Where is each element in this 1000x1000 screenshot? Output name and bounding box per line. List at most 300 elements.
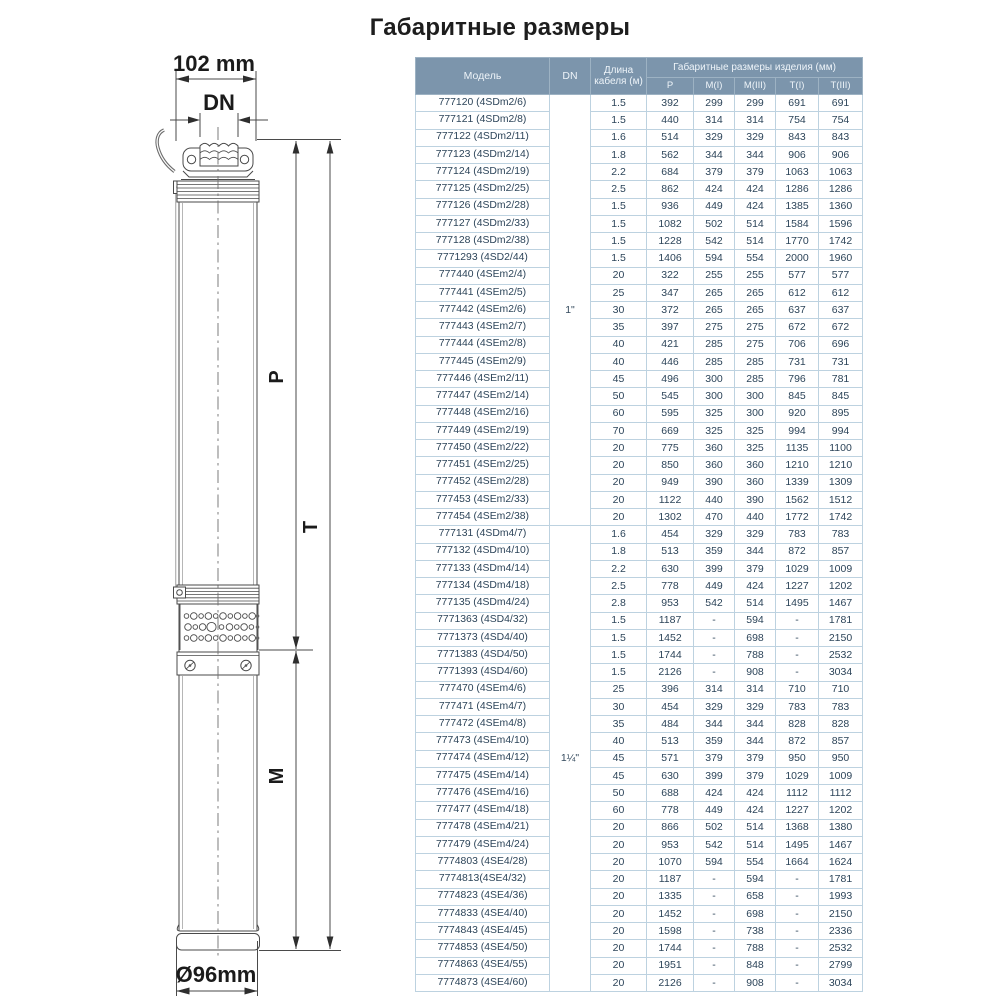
table-row	[416, 957, 863, 974]
model-cell: 777476 (4SEm4/16)	[416, 785, 550, 802]
value-cell: -	[694, 957, 735, 974]
value-cell: 60	[591, 405, 647, 422]
value-cell: 1598	[647, 923, 694, 940]
value-cell: 706	[776, 336, 819, 353]
model-cell: 777477 (4SEm4/18)	[416, 802, 550, 819]
value-cell: 1286	[819, 181, 863, 198]
value-cell: 783	[819, 698, 863, 715]
value-cell: 329	[735, 698, 776, 715]
table-row	[416, 233, 863, 250]
table-row	[416, 319, 863, 336]
value-cell: 1406	[647, 250, 694, 267]
value-cell: 1562	[776, 491, 819, 508]
model-cell: 777125 (4SDm2/25)	[416, 181, 550, 198]
value-cell: 845	[776, 388, 819, 405]
value-cell: 2150	[819, 905, 863, 922]
value-cell: -	[776, 664, 819, 681]
model-cell: 777473 (4SEm4/10)	[416, 733, 550, 750]
value-cell: 1122	[647, 491, 694, 508]
value-cell: 594	[694, 250, 735, 267]
value-cell: 379	[694, 750, 735, 767]
value-cell: 1584	[776, 215, 819, 232]
value-cell: 25	[591, 284, 647, 301]
column-header-m1: M(I)	[694, 78, 735, 95]
dimension-lines-pmt	[257, 140, 341, 951]
table-row	[416, 491, 863, 508]
value-cell: 449	[694, 802, 735, 819]
value-cell: 1.5	[591, 112, 647, 129]
value-cell: 329	[735, 526, 776, 543]
value-cell: 285	[735, 353, 776, 370]
model-cell: 777133 (4SDm4/14)	[416, 560, 550, 577]
value-cell: 895	[819, 405, 863, 422]
value-cell: 562	[647, 146, 694, 163]
table-row	[416, 578, 863, 595]
value-cell: 3034	[819, 664, 863, 681]
value-cell: 1368	[776, 819, 819, 836]
model-cell: 777479 (4SEm4/24)	[416, 836, 550, 853]
value-cell: 1.6	[591, 129, 647, 146]
table-row	[416, 405, 863, 422]
value-cell: 20	[591, 267, 647, 284]
value-cell: 2336	[819, 923, 863, 940]
value-cell: 1339	[776, 474, 819, 491]
value-cell: 514	[647, 129, 694, 146]
value-cell: 314	[694, 112, 735, 129]
model-cell: 7774803 (4SE4/28)	[416, 854, 550, 871]
value-cell: -	[694, 940, 735, 957]
table-row	[416, 388, 863, 405]
value-cell: 637	[776, 302, 819, 319]
value-cell: 45	[591, 371, 647, 388]
value-cell: 470	[694, 509, 735, 526]
dimension-dn	[170, 90, 268, 137]
model-cell: 777452 (4SEm2/28)	[416, 474, 550, 491]
table-row	[416, 543, 863, 560]
value-cell: 1029	[776, 767, 819, 784]
value-cell: 684	[647, 164, 694, 181]
value-cell: 1744	[647, 940, 694, 957]
value-cell: 1.5	[591, 198, 647, 215]
column-header-dn: DN	[550, 58, 591, 95]
value-cell: 669	[647, 422, 694, 439]
value-cell: 392	[647, 95, 694, 112]
value-cell: 359	[694, 733, 735, 750]
value-cell: 396	[647, 681, 694, 698]
table-row	[416, 595, 863, 612]
value-cell: 2.2	[591, 164, 647, 181]
value-cell: 514	[735, 819, 776, 836]
value-cell: 344	[735, 716, 776, 733]
value-cell: 754	[819, 112, 863, 129]
model-cell: 777124 (4SDm2/19)	[416, 164, 550, 181]
value-cell: 449	[694, 198, 735, 215]
value-cell: 1596	[819, 215, 863, 232]
dn-dimension-label: DN	[203, 90, 235, 115]
value-cell: 20	[591, 509, 647, 526]
table-row	[416, 612, 863, 629]
table-row	[416, 871, 863, 888]
value-cell: 994	[776, 422, 819, 439]
value-cell: 1742	[819, 233, 863, 250]
value-cell: 698	[735, 629, 776, 646]
value-cell: 1664	[776, 854, 819, 871]
model-cell: 777474 (4SEm4/12)	[416, 750, 550, 767]
value-cell: 514	[735, 595, 776, 612]
value-cell: 781	[819, 371, 863, 388]
value-cell: 1.5	[591, 250, 647, 267]
value-cell: 421	[647, 336, 694, 353]
value-cell: 372	[647, 302, 694, 319]
value-cell: 1960	[819, 250, 863, 267]
value-cell: 862	[647, 181, 694, 198]
column-header-cable-length: Длина кабеля (м)	[591, 58, 647, 95]
value-cell: 1.6	[591, 526, 647, 543]
value-cell: 329	[694, 129, 735, 146]
value-cell: 1467	[819, 595, 863, 612]
value-cell: 300	[694, 388, 735, 405]
value-cell: 40	[591, 733, 647, 750]
value-cell: 845	[819, 388, 863, 405]
value-cell: 513	[647, 733, 694, 750]
table-row	[416, 664, 863, 681]
value-cell: 691	[819, 95, 863, 112]
value-cell: 783	[776, 698, 819, 715]
value-cell: 347	[647, 284, 694, 301]
model-cell: 7774873 (4SE4/60)	[416, 974, 550, 991]
table-row	[416, 905, 863, 922]
value-cell: 630	[647, 767, 694, 784]
table-row	[416, 422, 863, 439]
model-cell: 7774863 (4SE4/55)	[416, 957, 550, 974]
value-cell: 1781	[819, 871, 863, 888]
value-cell: -	[694, 871, 735, 888]
coupling-ribs	[174, 585, 260, 604]
table-row	[416, 112, 863, 129]
value-cell: 994	[819, 422, 863, 439]
value-cell: 1624	[819, 854, 863, 871]
value-cell: 778	[647, 578, 694, 595]
value-cell: 20	[591, 957, 647, 974]
value-cell: 424	[694, 181, 735, 198]
model-cell: 777444 (4SEm2/8)	[416, 336, 550, 353]
value-cell: 577	[776, 267, 819, 284]
value-cell: 2150	[819, 629, 863, 646]
value-cell: 424	[735, 198, 776, 215]
value-cell: -	[694, 905, 735, 922]
model-cell: 777454 (4SEm2/38)	[416, 509, 550, 526]
value-cell: 454	[647, 526, 694, 543]
model-cell: 777448 (4SEm2/16)	[416, 405, 550, 422]
model-cell: 777122 (4SDm2/11)	[416, 129, 550, 146]
value-cell: 908	[735, 664, 776, 681]
value-cell: 2.8	[591, 595, 647, 612]
value-cell: 40	[591, 336, 647, 353]
model-cell: 777131 (4SDm4/7)	[416, 526, 550, 543]
value-cell: -	[776, 957, 819, 974]
value-cell: 542	[694, 595, 735, 612]
value-cell: 595	[647, 405, 694, 422]
value-cell: 1112	[819, 785, 863, 802]
table-row	[416, 336, 863, 353]
table-row	[416, 181, 863, 198]
value-cell: 1187	[647, 871, 694, 888]
value-cell: 1993	[819, 888, 863, 905]
model-cell: 777449 (4SEm2/19)	[416, 422, 550, 439]
column-header-m3: M(III)	[735, 78, 776, 95]
value-cell: 255	[735, 267, 776, 284]
value-cell: 275	[694, 319, 735, 336]
model-cell: 777120 (4SDm2/6)	[416, 95, 550, 112]
value-cell: 390	[694, 474, 735, 491]
value-cell: 2.2	[591, 560, 647, 577]
value-cell: 1210	[819, 457, 863, 474]
value-cell: 828	[776, 716, 819, 733]
value-cell: 20	[591, 836, 647, 853]
value-cell: 1070	[647, 854, 694, 871]
value-cell: 45	[591, 767, 647, 784]
table-row	[416, 647, 863, 664]
value-cell: 440	[735, 509, 776, 526]
value-cell: 1452	[647, 629, 694, 646]
value-cell: 1.5	[591, 233, 647, 250]
value-cell: 285	[735, 371, 776, 388]
table-row	[416, 802, 863, 819]
t-dimension-label: T	[300, 520, 322, 534]
value-cell: 424	[694, 785, 735, 802]
value-cell: 50	[591, 785, 647, 802]
value-cell: 2126	[647, 974, 694, 991]
value-cell: 796	[776, 371, 819, 388]
value-cell: 696	[819, 336, 863, 353]
value-cell: 300	[694, 371, 735, 388]
value-cell: 344	[735, 543, 776, 560]
value-cell: 1135	[776, 440, 819, 457]
diameter-dimension-label: Ø96mm	[175, 962, 257, 987]
value-cell: 35	[591, 716, 647, 733]
value-cell: 731	[776, 353, 819, 370]
model-cell: 777441 (4SEm2/5)	[416, 284, 550, 301]
value-cell: 1495	[776, 836, 819, 853]
value-cell: 344	[735, 733, 776, 750]
value-cell: 2.5	[591, 578, 647, 595]
value-cell: 953	[647, 595, 694, 612]
model-cell: 777446 (4SEm2/11)	[416, 371, 550, 388]
column-header-model: Модель	[416, 58, 550, 95]
value-cell: 1302	[647, 509, 694, 526]
value-cell: 1029	[776, 560, 819, 577]
value-cell: 857	[819, 733, 863, 750]
table-row	[416, 888, 863, 905]
value-cell: 1.5	[591, 629, 647, 646]
model-cell: 777451 (4SEm2/25)	[416, 457, 550, 474]
value-cell: 1951	[647, 957, 694, 974]
table-row	[416, 284, 863, 301]
value-cell: -	[776, 629, 819, 646]
value-cell: 949	[647, 474, 694, 491]
value-cell: 285	[694, 353, 735, 370]
model-cell: 777470 (4SEm4/6)	[416, 681, 550, 698]
value-cell: 936	[647, 198, 694, 215]
model-cell: 777127 (4SDm2/33)	[416, 215, 550, 232]
column-header-p: P	[647, 78, 694, 95]
value-cell: 1467	[819, 836, 863, 853]
model-cell: 777135 (4SDm4/24)	[416, 595, 550, 612]
value-cell: -	[694, 629, 735, 646]
value-cell: 1202	[819, 802, 863, 819]
value-cell: 672	[819, 319, 863, 336]
model-cell: 7774833 (4SE4/40)	[416, 905, 550, 922]
value-cell: 2.5	[591, 181, 647, 198]
value-cell: 1.5	[591, 215, 647, 232]
value-cell: 594	[735, 612, 776, 629]
value-cell: 1770	[776, 233, 819, 250]
value-cell: 360	[735, 474, 776, 491]
value-cell: 265	[735, 284, 776, 301]
value-cell: 688	[647, 785, 694, 802]
value-cell: -	[694, 923, 735, 940]
value-cell: 1.5	[591, 95, 647, 112]
table-row	[416, 371, 863, 388]
value-cell: 299	[735, 95, 776, 112]
value-cell: 20	[591, 905, 647, 922]
value-cell: 20	[591, 491, 647, 508]
value-cell: 857	[819, 543, 863, 560]
model-cell: 7774843 (4SE4/45)	[416, 923, 550, 940]
table-row	[416, 129, 863, 146]
value-cell: 1082	[647, 215, 694, 232]
value-cell: 360	[694, 440, 735, 457]
value-cell: 40	[591, 353, 647, 370]
value-cell: 1.5	[591, 664, 647, 681]
value-cell: 513	[647, 543, 694, 560]
table-row	[416, 836, 863, 853]
model-cell: 777121 (4SDm2/8)	[416, 112, 550, 129]
value-cell: 1380	[819, 819, 863, 836]
value-cell: 1781	[819, 612, 863, 629]
value-cell: 542	[694, 233, 735, 250]
value-cell: 1187	[647, 612, 694, 629]
model-cell: 777443 (4SEm2/7)	[416, 319, 550, 336]
table-row	[416, 95, 863, 112]
table-row	[416, 250, 863, 267]
value-cell: 379	[694, 164, 735, 181]
value-cell: 788	[735, 940, 776, 957]
model-cell: 777134 (4SDm4/18)	[416, 578, 550, 595]
value-cell: 300	[735, 405, 776, 422]
value-cell: 314	[735, 112, 776, 129]
value-cell: 2126	[647, 664, 694, 681]
dimensions-table	[415, 57, 863, 992]
value-cell: 30	[591, 698, 647, 715]
model-cell: 777472 (4SEm4/8)	[416, 716, 550, 733]
value-cell: 2532	[819, 940, 863, 957]
value-cell: 379	[735, 750, 776, 767]
value-cell: 20	[591, 819, 647, 836]
table-row	[416, 698, 863, 715]
value-cell: 594	[735, 871, 776, 888]
table-row	[416, 733, 863, 750]
value-cell: 1286	[776, 181, 819, 198]
value-cell: 20	[591, 457, 647, 474]
value-cell: -	[694, 664, 735, 681]
dn-merged-cell: 1¼"	[550, 526, 591, 992]
page-title: Габаритные размеры	[369, 14, 631, 41]
value-cell: 2799	[819, 957, 863, 974]
value-cell: 360	[694, 457, 735, 474]
value-cell: 424	[735, 802, 776, 819]
column-header-t1: T(I)	[776, 78, 819, 95]
value-cell: 329	[694, 698, 735, 715]
table-row	[416, 267, 863, 284]
value-cell: 542	[694, 836, 735, 853]
value-cell: 60	[591, 802, 647, 819]
table-row	[416, 215, 863, 232]
table-row	[416, 474, 863, 491]
value-cell: 866	[647, 819, 694, 836]
value-cell: 1335	[647, 888, 694, 905]
table-row	[416, 716, 863, 733]
value-cell: 325	[735, 422, 776, 439]
value-cell: 594	[694, 854, 735, 871]
value-cell: 265	[694, 284, 735, 301]
model-cell: 777475 (4SEm4/14)	[416, 767, 550, 784]
value-cell: 35	[591, 319, 647, 336]
value-cell: 828	[819, 716, 863, 733]
model-cell: 777128 (4SDm2/38)	[416, 233, 550, 250]
dimensions-table-container	[415, 57, 862, 992]
table-row	[416, 629, 863, 646]
value-cell: 1227	[776, 578, 819, 595]
value-cell: 848	[735, 957, 776, 974]
table-row	[416, 854, 863, 871]
value-cell: 496	[647, 371, 694, 388]
value-cell: 1063	[819, 164, 863, 181]
value-cell: 440	[694, 491, 735, 508]
value-cell: 1309	[819, 474, 863, 491]
column-group-header-dimensions: Габаритные размеры изделия (мм)	[647, 58, 863, 78]
value-cell: 514	[735, 215, 776, 232]
value-cell: 554	[735, 250, 776, 267]
value-cell: 1742	[819, 509, 863, 526]
value-cell: 950	[819, 750, 863, 767]
value-cell: 843	[819, 129, 863, 146]
value-cell: 1227	[776, 802, 819, 819]
value-cell: 20	[591, 871, 647, 888]
value-cell: 554	[735, 854, 776, 871]
value-cell: 314	[735, 681, 776, 698]
value-cell: 325	[735, 440, 776, 457]
model-cell: 7771373 (4SD4/40)	[416, 629, 550, 646]
table-row	[416, 440, 863, 457]
model-cell: 7771293 (4SD2/44)	[416, 250, 550, 267]
model-cell: 777447 (4SEm2/14)	[416, 388, 550, 405]
value-cell: 783	[776, 526, 819, 543]
value-cell: 1228	[647, 233, 694, 250]
value-cell: 710	[776, 681, 819, 698]
model-cell: 777453 (4SEm2/33)	[416, 491, 550, 508]
value-cell: 329	[735, 129, 776, 146]
model-cell: 777471 (4SEm4/7)	[416, 698, 550, 715]
value-cell: 754	[776, 112, 819, 129]
value-cell: 872	[776, 543, 819, 560]
table-row	[416, 940, 863, 957]
model-cell: 777450 (4SEm2/22)	[416, 440, 550, 457]
table-row	[416, 353, 863, 370]
value-cell: -	[776, 647, 819, 664]
value-cell: 672	[776, 319, 819, 336]
value-cell: 360	[735, 457, 776, 474]
